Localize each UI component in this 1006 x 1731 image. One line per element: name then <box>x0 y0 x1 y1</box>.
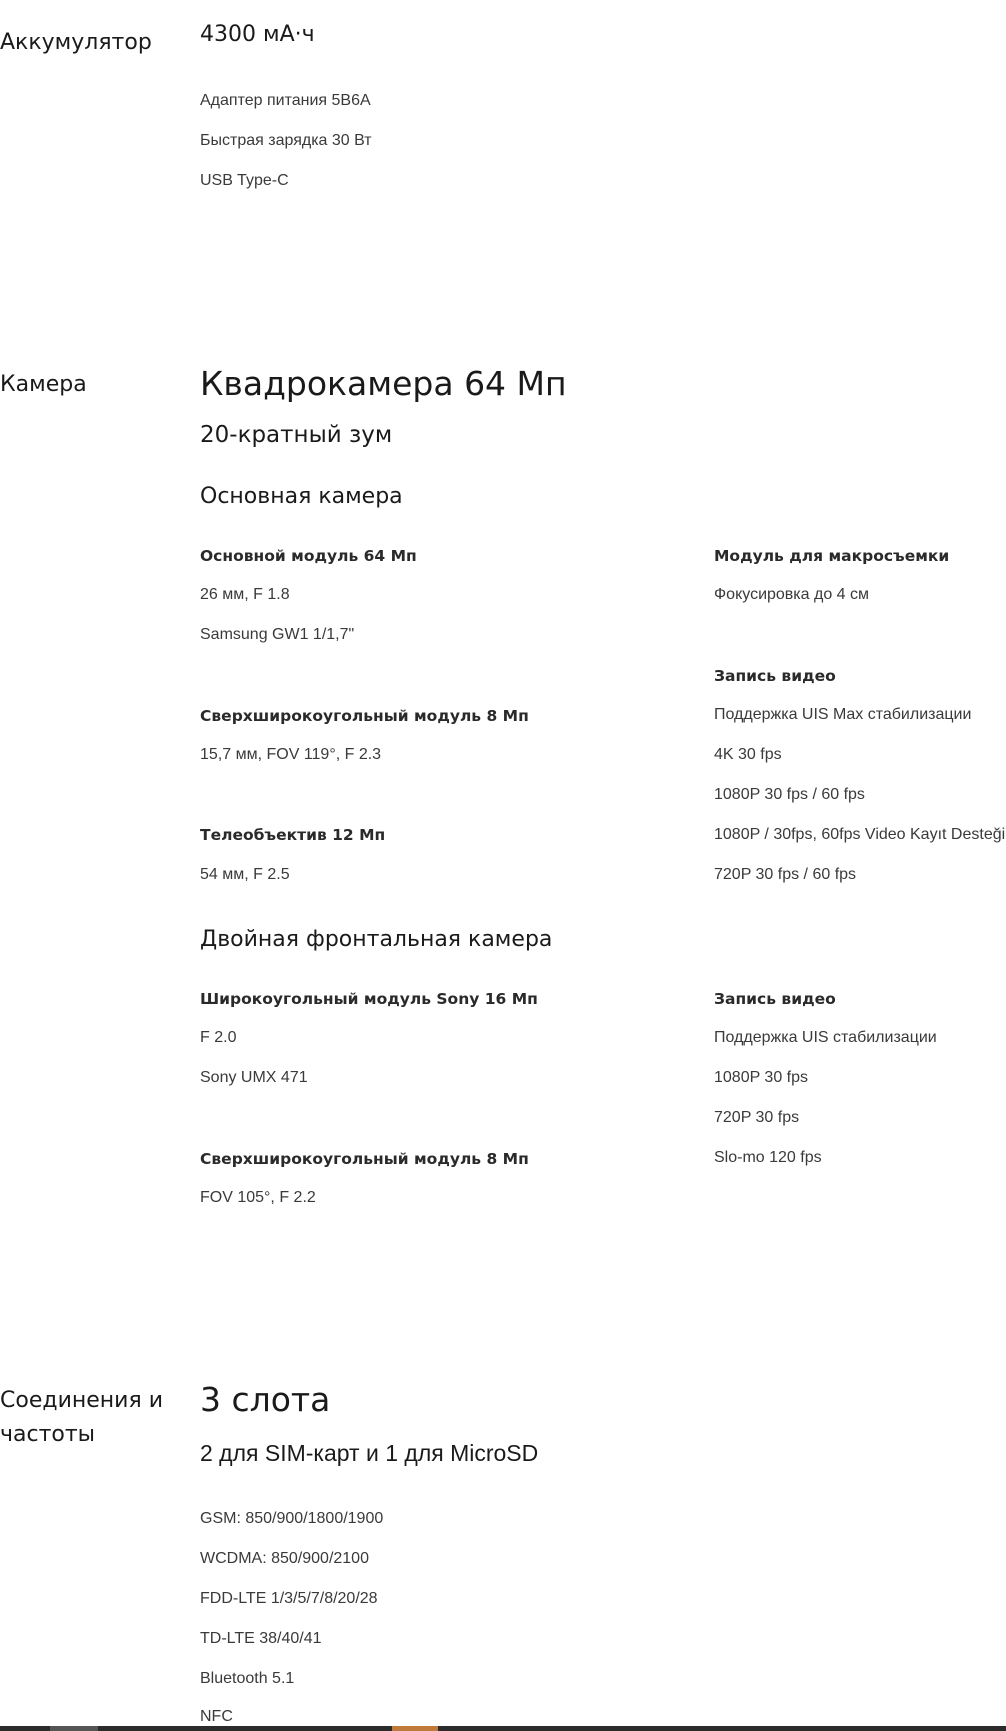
main-module-spec: Samsung GW1 1/1,7" <box>200 626 355 643</box>
camera-title: Квадрокамера 64 Мп <box>200 364 567 403</box>
band-item: GSM: 850/900/1800/1900 <box>200 1510 384 1527</box>
front-camera-heading: Двойная фронтальная камера <box>200 927 553 952</box>
main-video-heading: Запись видео <box>714 667 836 685</box>
telephoto-module-spec: 54 мм, F 2.5 <box>200 866 290 883</box>
section-label-connectivity: Соединения и <box>0 1388 163 1413</box>
band-item: FDD-LTE 1/3/5/7/8/20/28 <box>200 1590 378 1607</box>
ultrawide-module-name: Сверхширокоугольный модуль 8 Мп <box>200 707 529 725</box>
ultrawide-module-spec: 15,7 мм, FOV 119°, F 2.3 <box>200 746 382 763</box>
section-label-connectivity-line2: частоты <box>0 1422 96 1447</box>
main-video-spec: 4K 30 fps <box>714 746 782 763</box>
band-item: TD-LTE 38/40/41 <box>200 1630 322 1647</box>
battery-detail: Быстрая зарядка 30 Вт <box>200 132 372 149</box>
front-video-spec: Поддержка UIS стабилизации <box>714 1029 937 1046</box>
band-item: WCDMA: 850/900/2100 <box>200 1550 369 1567</box>
front-wide-module-name: Широкоугольный модуль Sony 16 Мп <box>200 990 538 1008</box>
slots-title: 3 слота <box>200 1380 331 1419</box>
battery-detail: Адаптер питания 5В6А <box>200 92 371 109</box>
front-video-heading: Запись видео <box>714 990 836 1008</box>
main-module-spec: 26 мм, F 1.8 <box>200 586 290 603</box>
bottom-bar <box>0 1726 1006 1731</box>
front-wide-module-spec: F 2.0 <box>200 1029 237 1046</box>
battery-detail: USB Type-C <box>200 172 289 189</box>
telephoto-module-name: Телеобъектив 12 Мп <box>200 826 386 844</box>
macro-module-name: Модуль для макросъемки <box>714 547 950 565</box>
front-video-spec: 1080P 30 fps <box>714 1069 809 1086</box>
bottom-bar-accent <box>392 1726 438 1731</box>
main-module-name: Основной модуль 64 Мп <box>200 547 417 565</box>
front-ultrawide-module-spec: FOV 105°, F 2.2 <box>200 1189 316 1206</box>
band-item: NFC <box>200 1708 233 1725</box>
bottom-bar-segment <box>50 1726 98 1731</box>
battery-capacity: 4300 мА·ч <box>200 22 315 47</box>
section-label-camera: Камера <box>0 372 87 397</box>
macro-module-spec: Фокусировка до 4 см <box>714 586 870 603</box>
main-video-spec: Поддержка UIS Max стабилизации <box>714 706 972 723</box>
front-video-spec: 720P 30 fps <box>714 1109 800 1126</box>
camera-subtitle: 20-кратный зум <box>200 422 393 448</box>
front-video-spec: Slo-mo 120 fps <box>714 1149 822 1166</box>
main-video-spec: 720P 30 fps / 60 fps <box>714 866 857 883</box>
front-wide-module-spec: Sony UMX 471 <box>200 1069 308 1086</box>
slots-subtitle: 2 для SIM-карт и 1 для MicroSD <box>200 1440 539 1466</box>
section-label-battery: Аккумулятор <box>0 30 152 55</box>
main-camera-heading: Основная камера <box>200 484 403 509</box>
main-video-spec: 1080P / 30fps, 60fps Video Kayıt Desteği <box>714 826 1006 843</box>
front-ultrawide-module-name: Сверхширокоугольный модуль 8 Мп <box>200 1150 529 1168</box>
main-video-spec: 1080P 30 fps / 60 fps <box>714 786 865 803</box>
band-item: Bluetooth 5.1 <box>200 1670 295 1687</box>
